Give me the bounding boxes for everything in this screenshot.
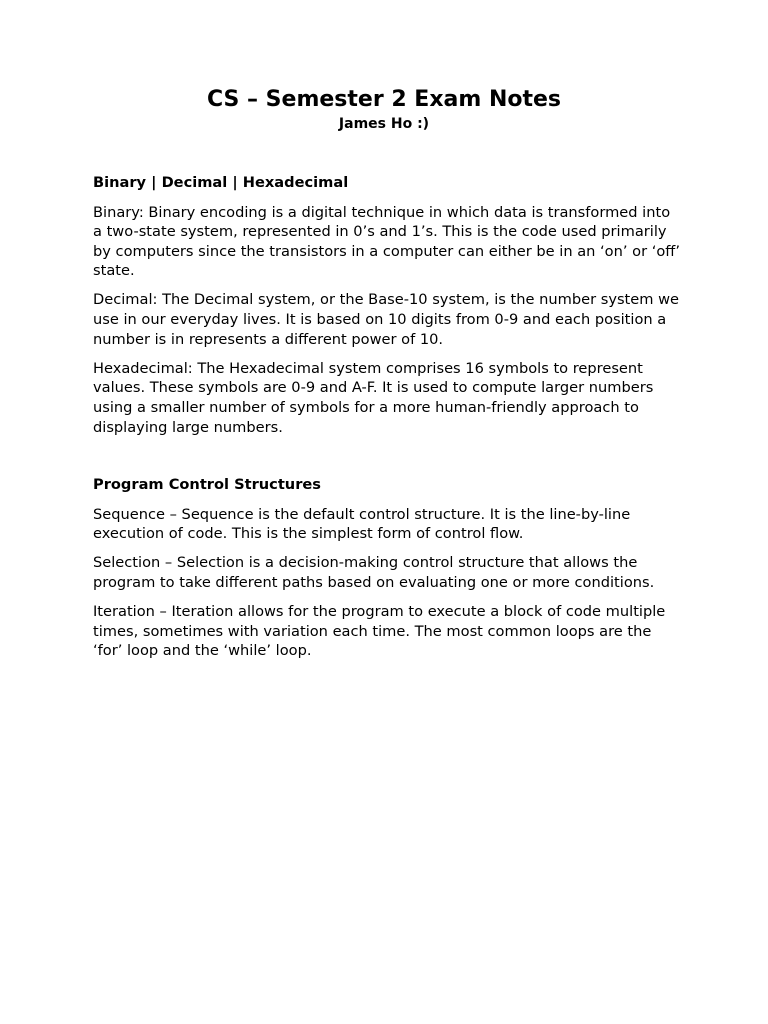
- paragraph-hexadecimal: Hexadecimal: The Hexadecimal system comprises 16 symbols to represent values. These symbols are 0-9 and A-F. It is used to compute larger numbers using a smaller number of symbols for a more human-friendly approach to displaying large numbers.: [93, 359, 654, 436]
- paragraph-sequence: Sequence – Sequence is the default control structure. It is the line-by-line execution of code. This is the simplest form of control flow.: [93, 505, 631, 543]
- section-heading: Binary | Decimal | Hexadecimal: [93, 174, 349, 191]
- section-heading: Program Control Structures: [93, 476, 321, 493]
- document-title: CS – Semester 2 Exam Notes: [206, 87, 562, 112]
- paragraph-selection: Selection – Selection is a decision-making control structure that allows the program to take different paths based on evaluating one or more conditions.: [93, 554, 655, 591]
- paragraph-iteration: Iteration – Iteration allows for the program to execute a block of code multiple times, sometimes with variation each time. The most common loops are the ‘for’ loop and the ‘while’ loop.: [93, 602, 666, 660]
- document-author: James Ho :): [338, 116, 430, 132]
- paragraph-binary: Binary: Binary encoding is a digital technique in which data is transformed into a two-state system, represented in 0’s and 1’s. This is the code used primarily by computers since the transistors in a computer can either be in an ‘on’ or ‘off’ state.: [93, 203, 680, 280]
- section-control-structures: [93, 475, 683, 670]
- paragraph-decimal: Decimal: The Decimal system, or the Base-10 system, is the number system we use in our everyday lives. It is based on 10 digits from 0-9 and each position a number is in represents a different power of 10.: [93, 291, 680, 348]
- section-number-systems: [93, 173, 683, 447]
